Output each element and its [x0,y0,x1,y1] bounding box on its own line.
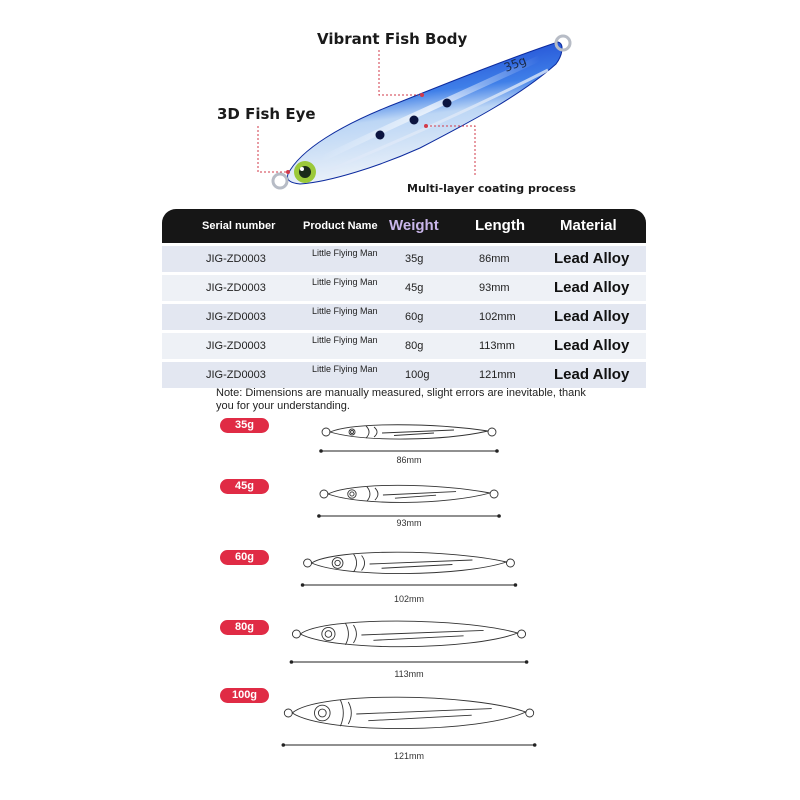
length-label: 121mm [393,751,424,761]
cell-material: Lead Alloy [554,366,630,383]
callout-fish-body: Vibrant Fish Body [317,30,468,48]
cell-serial: JIG-ZD0003 [206,311,266,323]
lure-outline [292,621,525,647]
cell-material: Lead Alloy [554,250,630,267]
callout-coating: Multi-layer coating process [407,182,576,195]
cell-weight: 35g [405,253,424,265]
header-serial-number: Serial number [202,220,276,232]
lure-outline [284,697,533,728]
length-label: 102mm [393,594,424,604]
weight-badge: 35g [220,418,269,433]
lure-outline [304,552,515,573]
length-label: 113mm [394,669,424,679]
weight-badge: 60g [220,550,269,565]
cell-length: 86mm [479,253,510,265]
cell-weight: 80g [405,340,424,352]
cell-product: Little Flying Man [312,364,378,374]
lure-outline [320,485,498,502]
cell-length: 121mm [479,369,516,381]
cell-serial: JIG-ZD0003 [206,253,266,265]
weight-badge: 80g [220,620,269,635]
cell-product: Little Flying Man [312,306,378,316]
dimension-line [282,743,537,747]
header-weight: Weight [389,217,439,234]
cell-length: 93mm [479,282,510,294]
dimension-line [319,449,499,453]
lure-outline [322,425,496,439]
cell-serial: JIG-ZD0003 [206,282,266,294]
cell-length: 102mm [479,311,516,323]
cell-product: Little Flying Man [312,248,378,258]
dimension-line [301,583,517,587]
cell-weight: 45g [405,282,424,294]
cell-material: Lead Alloy [554,337,630,354]
weight-badge: 45g [220,479,269,494]
cell-product: Little Flying Man [312,335,378,345]
header-product-name: Product Name [303,220,378,232]
callout-fish-eye: 3D Fish Eye [217,105,316,123]
header-length: Length [475,217,525,234]
cell-length: 113mm [479,340,515,352]
length-label: 86mm [396,455,422,465]
cell-serial: JIG-ZD0003 [206,340,266,352]
cell-material: Lead Alloy [554,279,630,296]
measurement-note: Note: Dimensions are manually measured, slight errors are inevitable, thank you for your understanding. [216,387,586,412]
dimension-line [290,660,529,664]
weight-badge: 100g [220,688,269,703]
lure-weight-mark: 35g [501,53,529,75]
length-label: 93mm [396,518,422,528]
cell-material: Lead Alloy [554,308,630,325]
cell-weight: 100g [405,369,430,381]
header-material: Material [560,217,617,234]
cell-product: Little Flying Man [312,277,378,287]
cell-weight: 60g [405,311,424,323]
cell-serial: JIG-ZD0003 [206,369,266,381]
